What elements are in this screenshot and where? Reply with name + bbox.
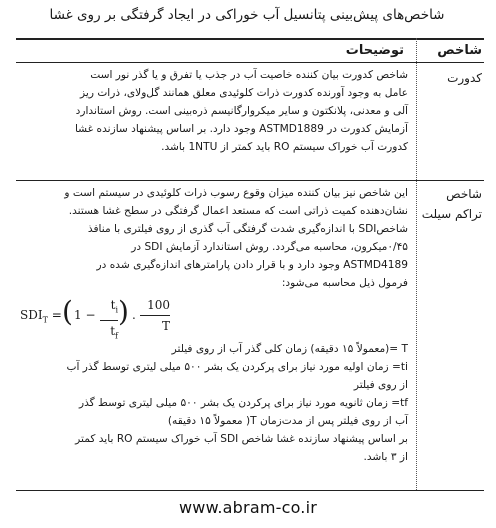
text-line: ۰/۴۵میکرون، محاسبه می‌گردد. روش استاندارد آزمایش SDI در	[131, 241, 408, 253]
text-line: آزمایش کدورت در ASTMD1889 وجود دارد. بر اساس پیشنهاد سازنده غشا	[74, 123, 408, 135]
fraction-denominator: $t_f$	[110, 324, 118, 341]
definition-line: بر اساس پیشنهاد سازنده غشا شاخص SDI آب خوراک سیستم RO باید کمتر	[75, 433, 408, 445]
row-label-turbidity: کدورت	[447, 71, 482, 85]
text-line: کدورت آب خوراک سیستم RO باید کمتر از 1NTU باشد.	[161, 141, 408, 153]
text-line: شاخصSDI با اندازه‌گیری شدت گرفتگی آب گذری از روی فیلتری با منافذ	[87, 223, 408, 235]
table-bottom-rule	[16, 490, 484, 491]
fraction-numerator: $t_i$	[110, 298, 118, 315]
formula-right-paren: )	[118, 295, 129, 328]
row-description-turbidity	[20, 66, 408, 156]
definition-line: آب از روی فیلتر پس از مدت‌زمان T( معمولاً ۱۵ دقیقه)	[167, 415, 408, 427]
text-line: این شاخص نیز بیان کننده میزان وقوع رسوب ذرات کلوئیدی در سیستم است و	[64, 187, 408, 199]
header-index: شاخص	[437, 43, 482, 58]
text-line: عامل به وجود آورنده کدورت ذرات کلوئیدی معلق همانند گل‌ولای، ذرات ریز	[80, 87, 408, 99]
page-title: شاخص‌های پیش‌بینی پتانسیل آب خوراکی در ایجاد گرفتگی بر روی غشا	[49, 7, 445, 23]
definition-line: از روی فیلتر	[353, 379, 408, 391]
fraction-numerator: 100	[147, 298, 170, 312]
text-line: نشان‌دهنده کمیت ذراتی است که مستعد اعمال گرفتگی در سطح غشا هستند.	[68, 205, 408, 217]
formula-fraction-scale	[140, 296, 170, 335]
text-line: ASTMD4189 وجود دارد و با قرار دادن پارامترهای اندازه‌گیری شده در	[96, 259, 408, 271]
header-description: توضیحات	[345, 43, 404, 58]
text-line: شاخص کدورت بیان کننده خاصیت آب در جذب یا تفرق و یا گذر نور است	[90, 69, 408, 81]
formula-left-paren: (	[62, 295, 73, 328]
formula-lhs: $SDI_T$ =	[20, 308, 62, 325]
formula-dot: .	[132, 308, 136, 322]
table-row-divider	[16, 180, 484, 181]
row-description-sdi	[20, 184, 408, 466]
formula-fraction-time	[100, 296, 118, 346]
definition-line: T =(معمولاً ۱۵ دقیقه) زمان کلی گذر آب از روی فیلتر	[171, 343, 408, 355]
definition-line: از ۳ باشد.	[363, 451, 408, 463]
text-line: آلی و معدنی، پلانکتون و سایر میکروارگانیسم ذره‌بینی است. روش استاندارد	[75, 105, 408, 117]
sdi-formula	[20, 294, 408, 341]
formula-one: 1 −	[74, 308, 96, 322]
text-line: فرمول ذیل محاسبه می‌شود:	[281, 277, 408, 289]
table-header-rule	[16, 62, 484, 63]
definition-line: tf= زمان ثانویه مورد نیاز برای پرکردن یک بشر ۵۰۰ میلی لیتری توسط گذر	[78, 397, 408, 409]
fraction-bar	[140, 315, 170, 316]
row-label-sdi: شاخص تراکم سیلت	[421, 187, 482, 221]
table-column-divider	[416, 38, 417, 490]
fraction-denominator: T	[161, 319, 170, 333]
website-footer: www.abram-co.ir	[179, 498, 317, 517]
fraction-bar	[100, 320, 118, 321]
definition-line: ti= زمان اولیه مورد نیاز برای پرکردن یک بشر ۵۰۰ میلی لیتری توسط گذر آب	[66, 361, 408, 373]
